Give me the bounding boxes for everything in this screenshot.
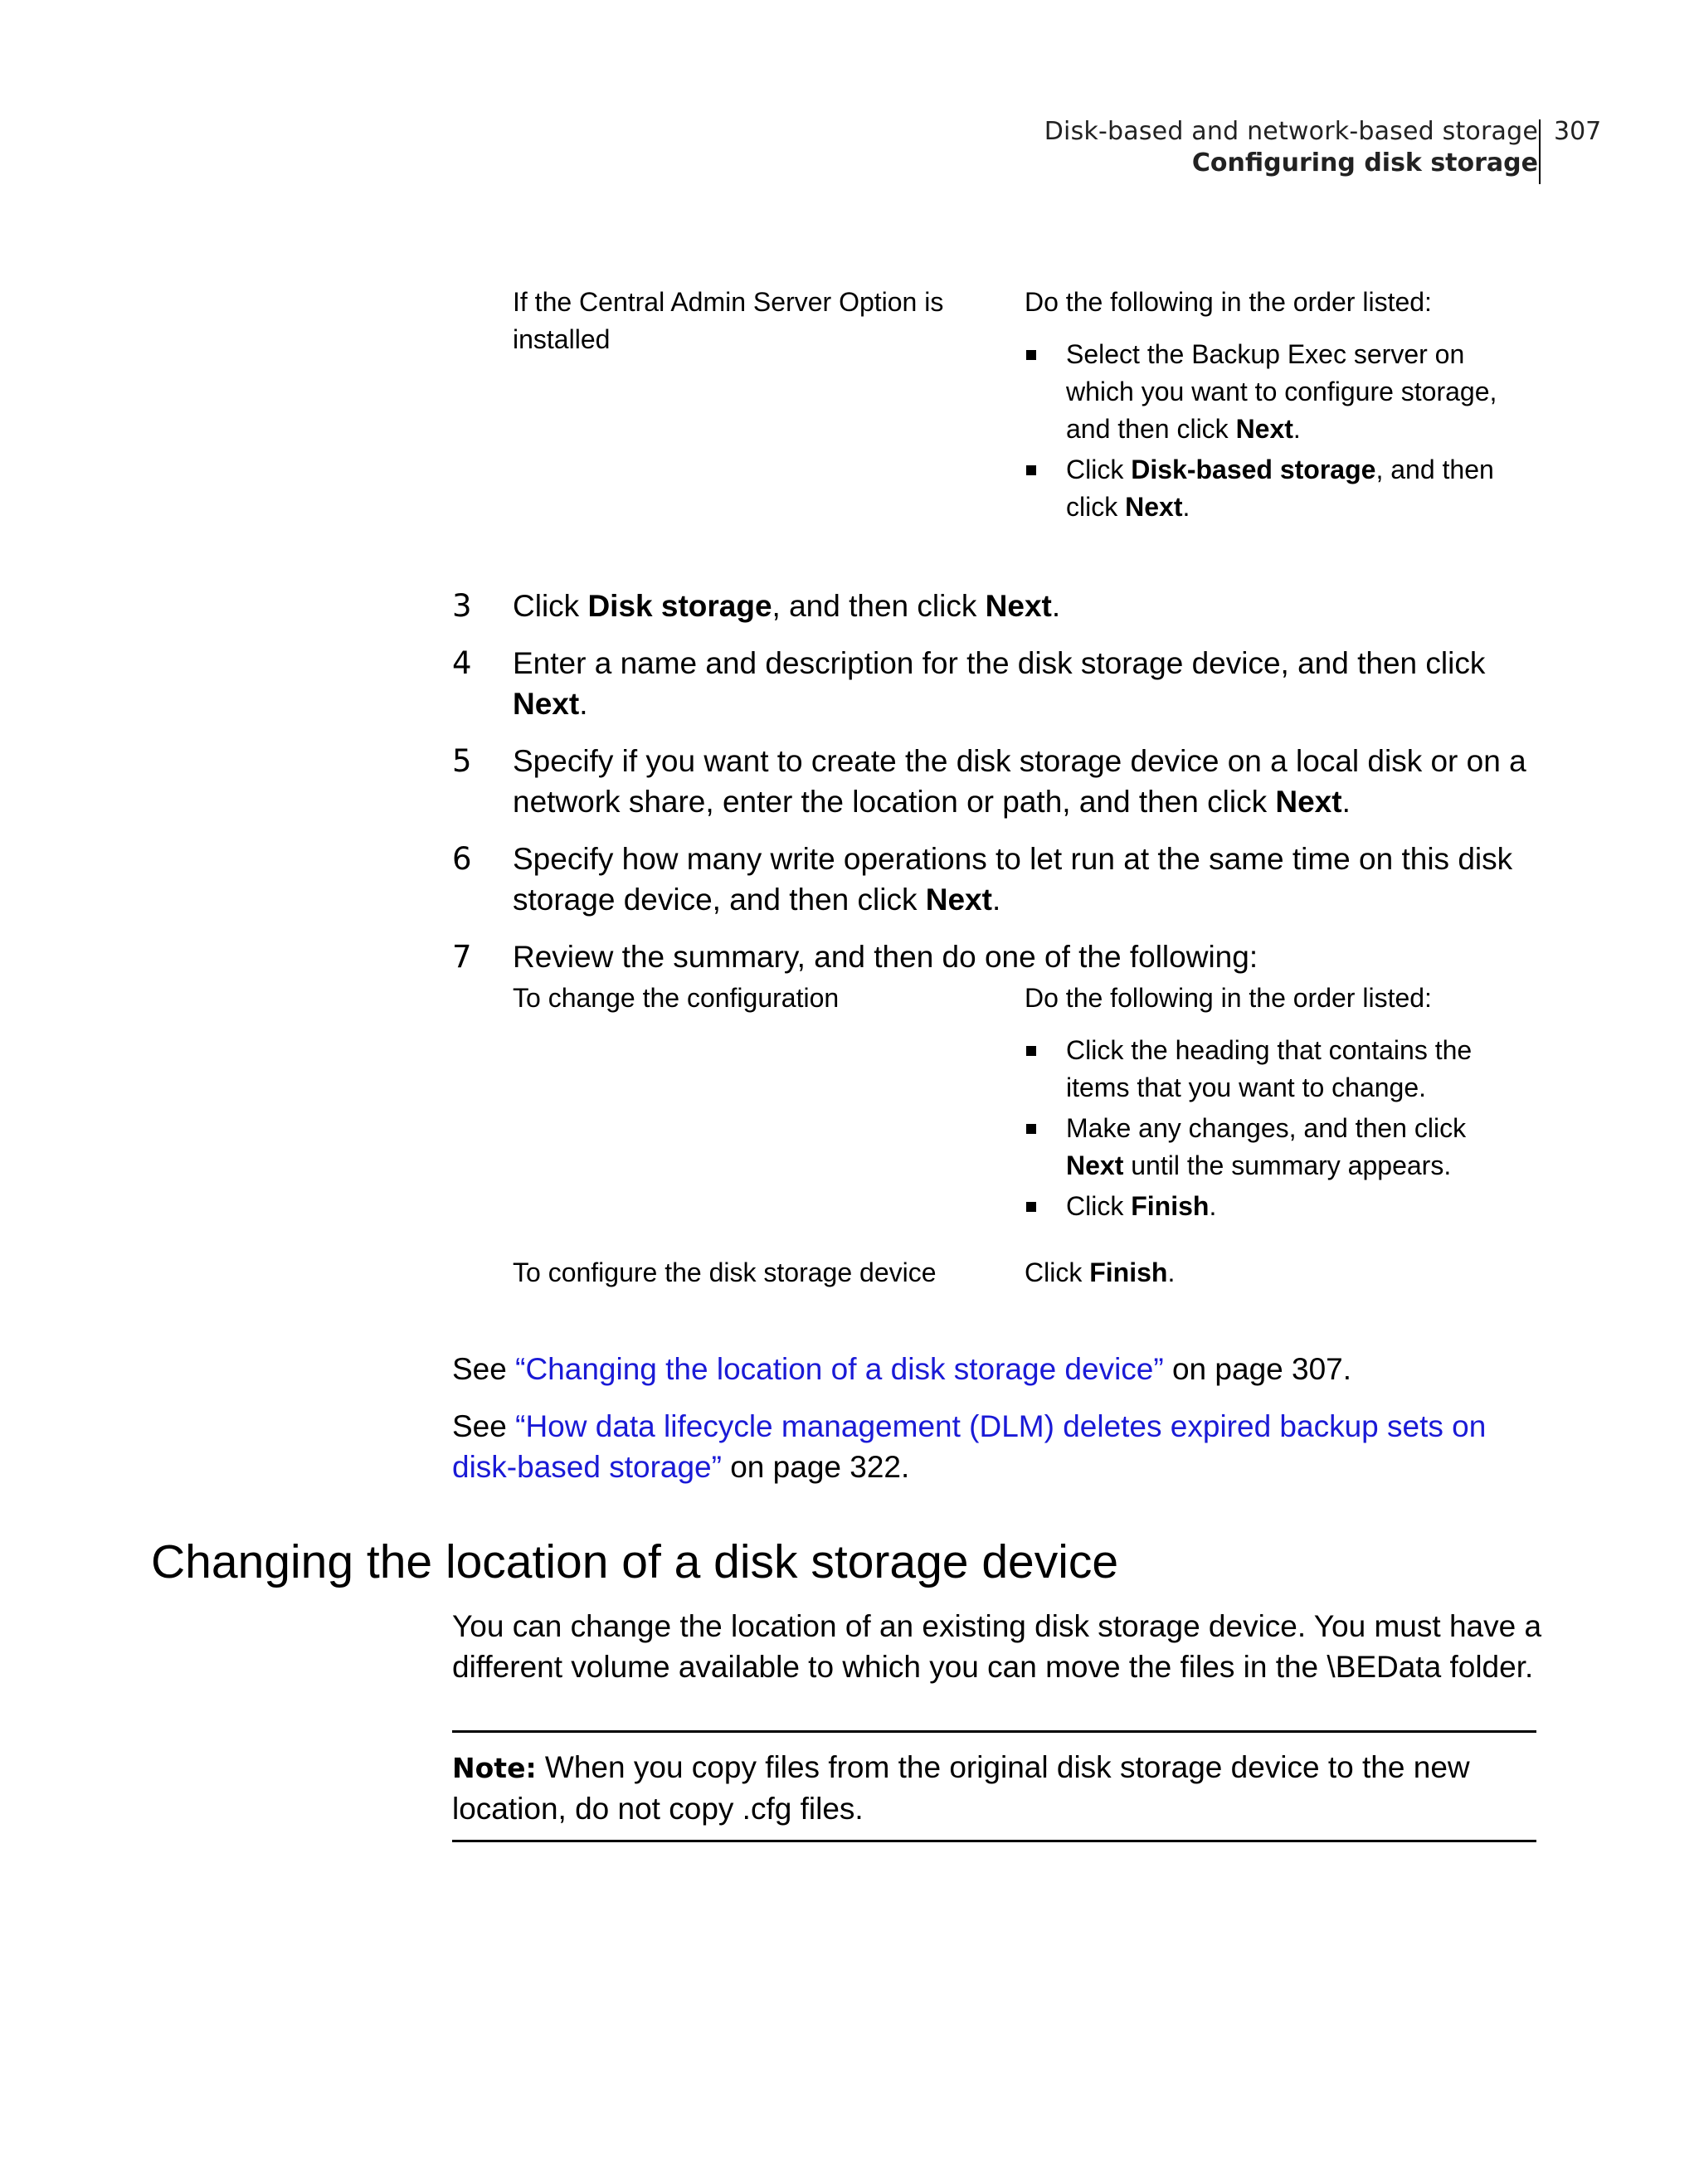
see-also-reference: See “How data lifecycle management (DLM) deletes expired backup sets on disk-based storage” on page 322. [452, 1409, 1487, 1484]
step-number: 3 [452, 588, 472, 624]
cross-reference-link[interactable]: “How data lifecycle management (DLM) deletes expired backup sets on disk-based storage” [452, 1409, 1487, 1484]
list-item: Click the heading that contains the items that you want to change. [1025, 1032, 1522, 1107]
list-item: Click Finish. [1025, 1188, 1522, 1225]
running-header [791, 116, 1538, 179]
see-also-reference: See “Changing the location of a disk storage device” on page 307. [452, 1352, 1352, 1386]
note-label: Note: [452, 1752, 537, 1784]
cross-reference-link[interactable]: “Changing the location of a disk storage device” [515, 1352, 1164, 1386]
table2-intro: Do the following in the order listed: [1025, 983, 1432, 1013]
note-top-rule [452, 1730, 1536, 1733]
table2-row2-instructions: Click Finish. [1025, 1257, 1176, 1287]
step-3: 3 Click Disk storage, and then click Next. [452, 586, 1547, 626]
step-6: 6 Specify how many write operations to let run at the same time on this disk storage device, and then click Next. [452, 839, 1547, 920]
step-number: 5 [452, 743, 472, 779]
bullet-icon [1026, 1124, 1036, 1134]
note-text: When you copy files from the original disk storage device to the new location, do not copy .cfg files. [452, 1750, 1470, 1826]
bullet-icon [1026, 465, 1036, 475]
list-item: Click Disk-based storage, and then click Next. [1025, 451, 1522, 526]
table1-intro: Do the following in the order listed: [1025, 287, 1432, 317]
chapter-title: Disk-based and network-based storage [1044, 117, 1538, 146]
section-heading: Changing the location of a disk storage device [151, 1535, 1119, 1588]
page-number: 307 [1554, 117, 1602, 146]
bullet-icon [1026, 1202, 1036, 1212]
step-5: 5 Specify if you want to create the disk storage device on a local disk or on a network share, enter the location or path, and then click Next. [452, 741, 1547, 822]
procedure-steps [452, 586, 1547, 994]
list-item: Select the Backup Exec server on which you want to configure storage, and then click Next. [1025, 336, 1522, 448]
table2-row1-condition: To change the configuration [513, 983, 840, 1013]
note [452, 1747, 1547, 1829]
table1-condition: If the Central Admin Server Option is installed [513, 287, 944, 354]
table2-row2-condition: To configure the disk storage device [513, 1257, 937, 1287]
header-divider [1539, 119, 1541, 184]
step-number: 6 [452, 841, 472, 877]
table2-row1-instructions [1025, 980, 1522, 1228]
table1-instructions [1025, 284, 1522, 529]
section-title: Configuring disk storage [1191, 148, 1538, 178]
step-4: 4 Enter a name and description for the disk storage device, and then click Next. [452, 643, 1547, 724]
table2-bullet-list [1025, 1032, 1522, 1225]
step-7: 7 Review the summary, and then do one of the following: [452, 936, 1547, 977]
step-number: 4 [452, 645, 472, 681]
list-item: Make any changes, and then click Next until the summary appears. [1025, 1110, 1522, 1184]
step-number: 7 [452, 939, 472, 975]
bullet-icon [1026, 350, 1036, 360]
note-bottom-rule [452, 1840, 1536, 1842]
bullet-icon [1026, 1046, 1036, 1056]
table1-bullet-list [1025, 336, 1522, 526]
section-intro: You can change the location of an existing disk storage device. You must have a different volume available to which you can move the files in the \BEData folder. [452, 1609, 1542, 1684]
